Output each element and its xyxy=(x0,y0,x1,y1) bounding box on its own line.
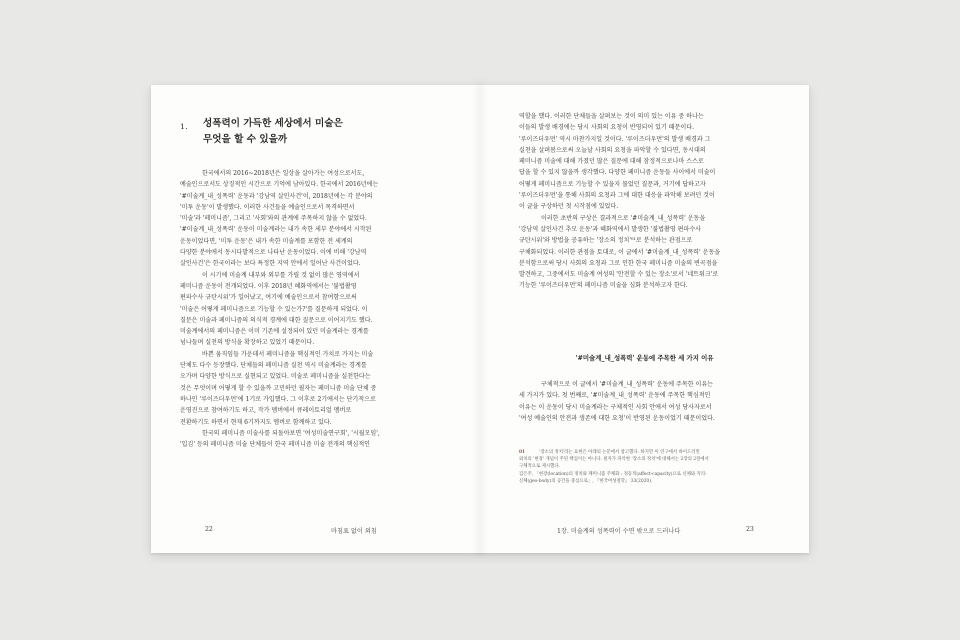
left-body-text xyxy=(180,168,433,450)
paragraph xyxy=(180,270,433,349)
text-line: '강남역 살인사건 추모 운동'과 혜화역에서 발생한 '불법촬영 편파수사 xyxy=(519,225,701,233)
text-line: 발견하고, 그중에서도 미술계 여성의 '안전할 수 있는 장소'로서 '네트워크'로 xyxy=(519,271,719,279)
text-line: 한국의 페미니즘 미술사를 되돌아보면 '여성미술연구회', '시월모임', xyxy=(202,429,380,437)
text-line: 구체화되었다. 이러한 관점을 토대로, 이 글에서 '#미술계_내_성폭력' 운동을 xyxy=(519,248,721,256)
text-line: 전환하기도 하면서 현재 6기까지도 멤버로 함께하고 있다. xyxy=(180,418,332,426)
text-line: 한국에서의 2016~2018년은 일상을 살아가는 여성으로서도, xyxy=(202,170,365,177)
right-body-text-2 xyxy=(519,379,772,424)
text-line: 이러한 초반의 구상은 결과적으로 '#미술계_내_성폭력' 운동을 xyxy=(541,214,706,222)
paragraph xyxy=(180,428,433,451)
text-line: 질문은 미술과 페미니즘의 의식적 경계에 대한 질문으로 이어지기도 했다. xyxy=(180,316,373,324)
text-line: 이 글을 구상하던 첫 시작점에 있었다. xyxy=(519,203,619,211)
running-head-left: 마침표 없이 외침 xyxy=(331,528,377,535)
text-line: '루이즈더우먼'을 통해 사회의 요청과 그에 대한 대응을 파악해 보려던 것이 xyxy=(519,192,715,200)
right-page xyxy=(480,85,809,553)
footnote-line: 신체(geo-body)의 공간을 중심으로」, 『한국여성철학』 33(2020). xyxy=(519,478,653,484)
right-body-text xyxy=(519,111,772,292)
text-line: '#미술계_내_성폭력' 운동이 미술계라는 내가 속한 세부 분야에서 시작된 xyxy=(180,226,372,234)
footnote-marker: 01 xyxy=(519,450,526,455)
paragraph xyxy=(519,111,772,213)
footnote-line: 외치의 '현장' 개념이 주된 핵심이는 아니다. 필자가 파악한 '장소의 정치'에 대해서는 2장의 2절에서 xyxy=(519,457,709,463)
chapter-title-line: 성폭력이 가득한 세상에서 미술은 xyxy=(203,118,343,129)
text-line: 실천을 살펴봄으로써 오늘날 사회의 요청을 파악할 수 있다면, 동시대의 xyxy=(519,146,706,154)
text-line: '미투 운동'이 발생했다. 이러한 사건들을 예술인으로서 목격하면서 xyxy=(180,203,355,211)
page-number-left: 22 xyxy=(205,526,213,533)
text-line: 구체적으로 이 글에서 '#미술계_내_성폭력' 운동에 주목한 이유는 xyxy=(541,381,714,388)
text-line: '#미술계_내_성폭력' 운동과 '강남역 살인사건'이, 2018년에는 각 분야의 xyxy=(180,192,373,200)
book-spread xyxy=(151,85,809,553)
left-page xyxy=(151,85,480,553)
chapter-number: 1. xyxy=(180,122,189,131)
text-line: '여성 예술인의 안전과 생존에 대한 요청'이 반영된 운동이었기 때문이었다. xyxy=(519,414,715,422)
paragraph xyxy=(180,168,433,270)
text-line: 이들의 발생 배경에는 당시 사회의 요청이 반영되어 있기 때문이다. xyxy=(519,124,695,132)
text-line: '입김' 등의 페미니즘 미술 단체들이 한국 페미니즘 미술 전개의 핵심적인 xyxy=(180,441,371,449)
text-line: 하나인 '루이즈더우먼'에 1기로 가입했다. 그 이후로 2기에서는 단기적으로 xyxy=(180,395,376,403)
paragraph xyxy=(519,213,772,292)
text-line: '미술'과 '페미니즘', 그리고 '사회'와의 관계에 주목하지 않을 수 없었다. xyxy=(180,215,367,223)
chapter-title xyxy=(203,116,343,147)
page-number-right: 23 xyxy=(746,526,754,533)
text-line: 오가며 다양한 방식으로 실현되고 있었다. 미술로 페미니즘을 실천한다는 xyxy=(180,373,371,381)
text-line: 미술계에서의 페미니즘은 이미 기존에 설정되어 있던 미술계라는 경계를 xyxy=(180,328,369,336)
text-line: 것은 무엇이며 어떻게 할 수 있을까 고민하던 필자는 페미니즘 미술 단체 중 xyxy=(180,384,377,392)
text-line: 살인사건'은 한국이라는 보다 특정한 지역 안에서 일어난 사건이었다. xyxy=(180,260,361,268)
text-line: 페미니즘 미술에 대해 가졌던 많은 질문에 대해 잠정적으로나마 스스로 xyxy=(519,158,704,166)
text-line: 기능한 '루이즈더우먼'의 페미니즘 미술을 심화 분석하고자 한다. xyxy=(519,282,688,290)
text-line: 이 시기에 미술계 내부와 외부를 가릴 것 없이 많은 영역에서 xyxy=(202,271,360,279)
text-line: 편파수사 규탄시위'가 일어났고, 여기에 예술인으로서 참여함으로써 xyxy=(180,294,357,302)
section-heading: '#미술계_내_성폭력' 운동에 주목한 세 가지 이유 xyxy=(575,354,714,362)
text-line: 어떻게 페미니즘으로 기능할 수 있을지 물었던 질문과, 거기에 답하고자 xyxy=(519,180,706,188)
text-line: 이유는 이 운동이 당시 미술계라는 구체적인 사회 안에서 여성 당사자로서 xyxy=(519,403,712,411)
text-line: 운동이었다면, '미투 운동'은 내가 속한 미술계를 포함한 전 세계의 xyxy=(180,237,353,245)
text-line: 단체도 다수 등장했다. 단체들의 페미니즘 실천 역시 미술계라는 경계를 xyxy=(180,362,367,370)
text-line: 넘나들며 실천의 방식을 확장하고 있었기 때문이다. xyxy=(180,339,315,347)
footnote-text: '장소의 정치'라는 표현은 아래의 논문에서 참고했다. 하지만 이 연구에서 바이드러먼 xyxy=(539,450,700,455)
text-line: 세 가지가 있다. 첫 번째로, '#미술계_내_성폭력' 운동에 주목한 핵심적인 xyxy=(519,392,711,400)
footnote-line xyxy=(519,449,772,456)
text-line: '미술은 어떻게 페미니즘으로 기능할 수 있는가?'를 질문하게 되었다. 이 xyxy=(180,305,368,313)
footnote xyxy=(519,449,772,485)
paragraph xyxy=(519,379,772,424)
text-line: 규탄시위'와 방법을 공유하는 '장소의 정치'⁰¹로 분석하는 관점으로 xyxy=(519,237,693,245)
text-line: 예술인으로서도 상징적인 시간으로 기억에 남아있다. 한국에서 2016년에는 xyxy=(180,181,379,189)
footnote-line: 구체적으로 제시했다. xyxy=(519,464,560,470)
text-line: 다양한 분야에서 동시다발적으로 나타난 운동이었다. 이에 비해 '강남역 xyxy=(180,249,367,257)
text-line: 답을 할 수 있지 않을까 생각했다. 다양한 페미니즘 운동들 사이에서 미술이 xyxy=(519,169,716,177)
paragraph xyxy=(180,349,433,428)
text-line: '루이즈더우먼' 역시 마찬가지일 것이다. '루이즈더우먼'의 발생 배경과 그 xyxy=(519,135,711,143)
running-head-right: 1장. 미술계의 성폭력이 수면 밖으로 드러나다 xyxy=(557,528,681,535)
text-line: 분석함으로써 당시 사회의 요청과 그로 인한 한국 페미니즘 미술의 변곡점을 xyxy=(519,259,718,267)
footnote-line: 김은주, 「현장(location)의 정치와 페미니즘 주체화 : 정동적(affect-capacity)으로 신체와 지리- xyxy=(519,471,707,477)
text-line: 운영진으로 참여하기도 하고, 작가 멤버에서 큐레이토리얼 멤버로 xyxy=(180,407,352,415)
text-line: 역할을 했다. 이러한 단체들을 살펴보는 것이 의미 있는 이유 중 하나는 xyxy=(519,113,704,120)
text-line: 바쁜 움직임들 가운데서 페미니즘을 핵심적인 가치로 가지는 미술 xyxy=(202,350,374,358)
chapter-title-line: 무엇을 할 수 있을까 xyxy=(203,133,288,145)
text-line: 페미니즘 운동이 전개되었다. 이후 2018년 혜화역에서는 '불법촬영 xyxy=(180,282,357,290)
